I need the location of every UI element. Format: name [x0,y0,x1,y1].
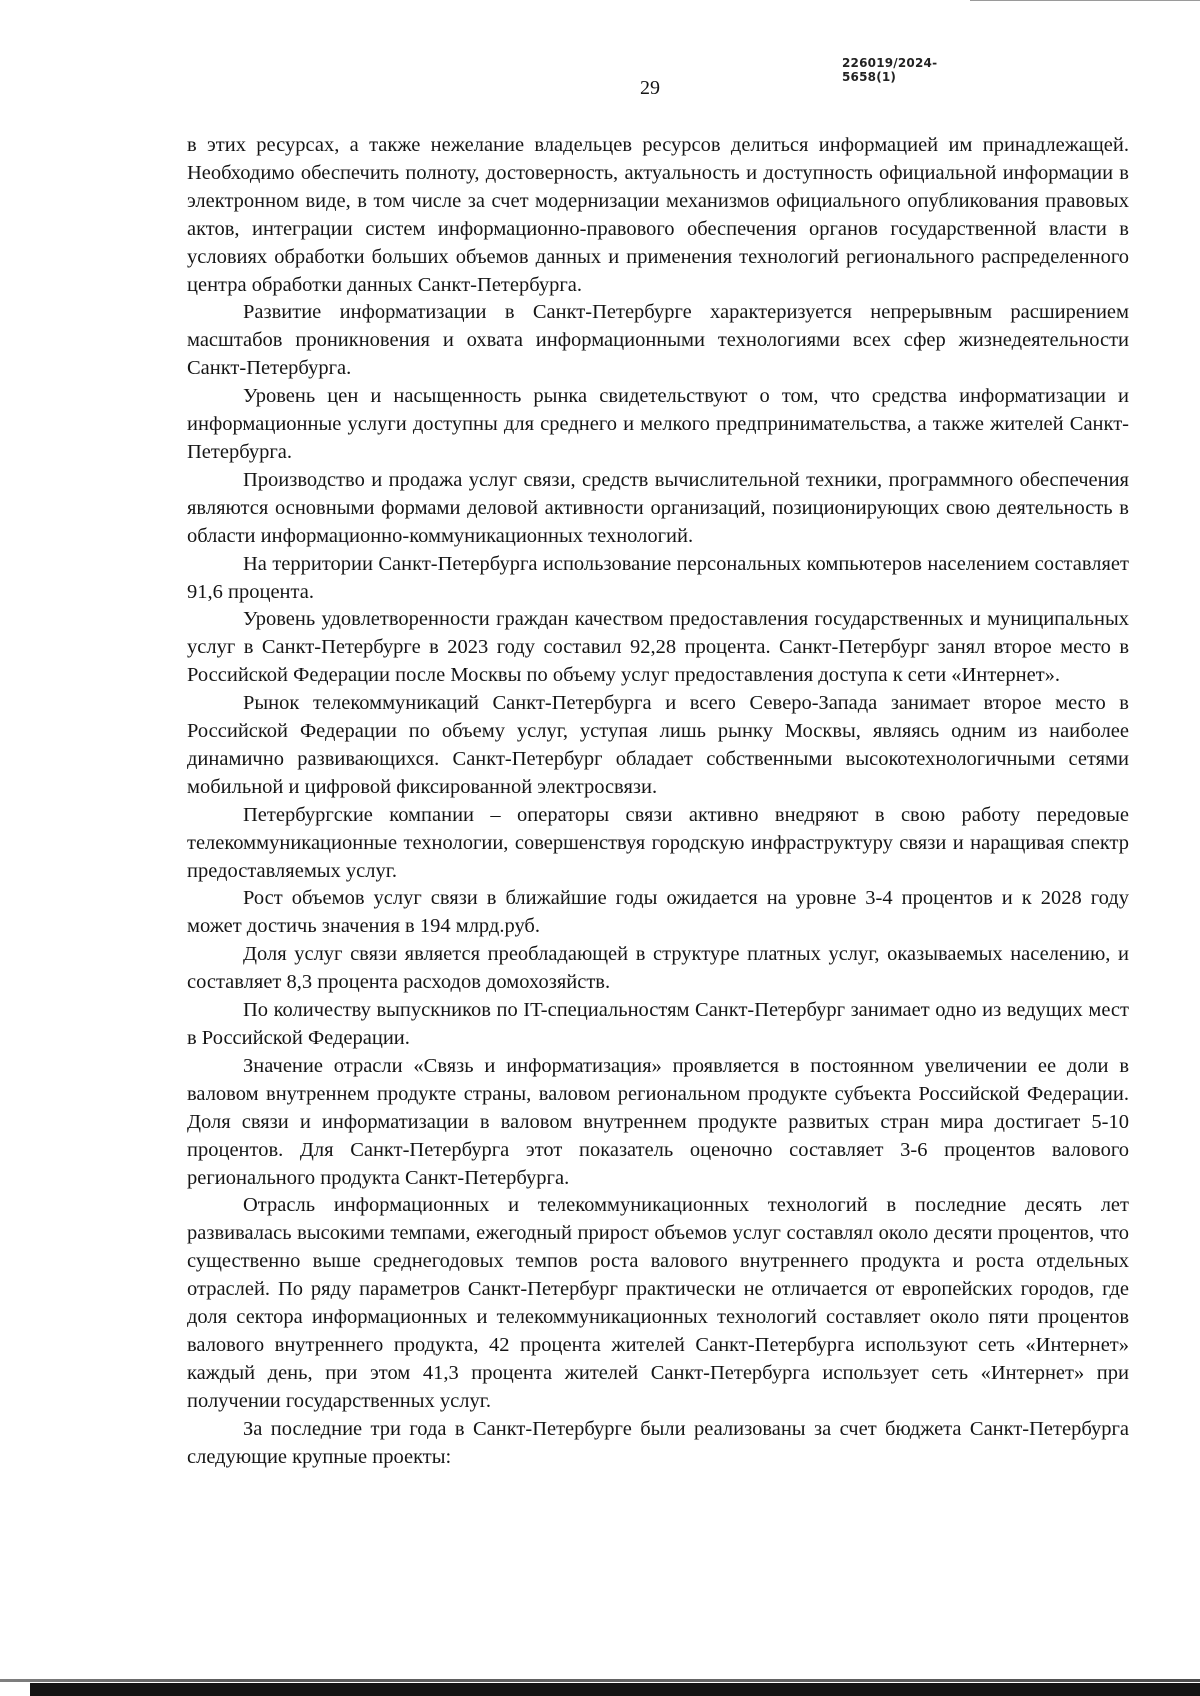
paragraph: Рынок телекоммуникаций Санкт-Петербурга и всего Северо-Запада занимает второе место в Российской Федерации по объему услуг, уступая лишь рынку Москвы, являясь одним из наиболее динамично развивающихся. Санкт-Петербург обладает собственными высокотехнологичными сетями мобильной и цифровой фиксированной электросвязи. [187,692,1129,798]
document-id: 226019/2024-5658(1) [842,56,938,84]
paragraph: Рост объемов услуг связи в ближайшие годы ожидается на уровне 3-4 процентов и к 2028 году может достичь значения в 194 млрд.руб. [187,887,1129,938]
paragraph: Уровень цен и насыщенность рынка свидетельствуют о том, что средства информатизации и информационные услуги доступны для среднего и мелкого предпринимательства, а также жителей Санкт-Петербурга. [187,385,1129,463]
scan-bottom-bar [30,1683,1200,1696]
scan-edge-line [0,1679,1200,1682]
page-number: 29 [640,77,660,99]
paragraph: Доля услуг связи является преобладающей в структуре платных услуг, оказываемых населению, и составляет 8,3 процента расходов домохозяйств. [187,943,1129,994]
paragraph: Производство и продажа услуг связи, средств вычислительной техники, программного обеспечения являются основными формами деловой активности организаций, позиционирующих свою деятельность в области информационно-коммуникационных технологий. [187,468,1129,547]
paragraph: Отрасль информационных и телекоммуникационных технологий в последние десять лет развивалась высокими темпами, ежегодный прирост объемов услуг составлял около десяти процентов, что существенно выше среднегодовых темпов роста валового внутреннего продукта и роста отдельных отраслей. По ряду параметров Санкт-Петербург практически не отличается от европейских городов, где доля сектора информационных и телекоммуникационных технологий составляет около пяти процентов валового внутреннего продукта, 42 процента жителей Санкт-Петербурга используют сеть «Интернет» каждый день, при этом 41,3 процента жителей Санкт-Петербурга использует сеть «Интернет» при получении государственных услуг. [187,1194,1129,1412]
paragraph: в этих ресурсах, а также нежелание владельцев ресурсов делиться информацией им принадлежащей. Необходимо обеспечить полноту, достоверность, актуальность и доступность официальной информации в электронном виде, в том числе за счет модернизации механизмов официального опубликования правовых актов, интеграции систем информационно-правового обеспечения органов государственной власти в условиях обработки больших объемов данных и применения технологий регионального распределенного центра обработки данных Санкт-Петербурга. [187,134,1129,296]
paragraph: На территории Санкт-Петербурга использование персональных компьютеров населением составляет 91,6 процента. [187,552,1129,603]
paragraph: По количеству выпускников по IT-специальностям Санкт-Петербург занимает одно из ведущих мест в Российской Федерации. [187,999,1129,1049]
paragraph: Значение отрасли «Связь и информатизация» проявляется в постоянном увеличении ее доли в валовом внутреннем продукте страны, валовом региональном продукте субъекта Российской Федерации. Доля связи и информатизации в валовом внутреннем продукте развитых стран мира достигает 5-10 процентов. Для Санкт-Петербурга этот показатель оценочно составляет 3-6 процентов валового регионального продукта Санкт-Петербурга. [187,1054,1129,1189]
paragraph: За последние три года в Санкт-Петербурге были реализованы за счет бюджета Санкт-Петербурга следующие крупные проекты: [187,1417,1129,1468]
top-edge-line [970,0,1200,1]
paragraph: Уровень удовлетворенности граждан качеством предоставления государственных и муниципальных услуг в Санкт-Петербурге в 2023 году составил 92,28 процента. Санкт-Петербург занял второе место в Российской Федерации после Москвы по объему услуг предоставления доступа к сети «Интернет». [187,608,1129,687]
paragraph: Развитие информатизации в Санкт-Петербурге характеризуется непрерывным расширением масштабов проникновения и охвата информационными технологиями всех сфер жизнедеятельности Санкт-Петербурга. [187,301,1129,380]
paragraph: Петербургские компании – операторы связи активно внедряют в свою работу передовые телекоммуникационные технологии, совершенствуя городскую инфраструктуру связи и наращивая спектр предоставляемых услуг. [187,803,1129,882]
document-body [187,132,1129,1472]
